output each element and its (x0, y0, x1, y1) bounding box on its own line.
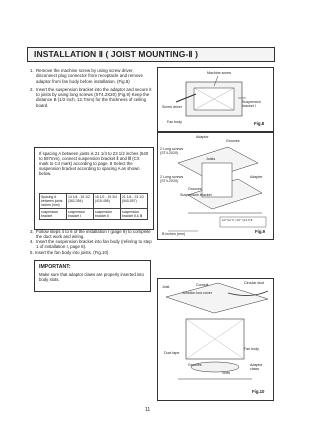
label-junction-box-cover: Junction box cover (182, 291, 212, 295)
label-circular-duct: Circular duct (244, 281, 265, 285)
label-screw-driver: Screw driver (162, 105, 182, 109)
table-cell: suspension bracket Ⅱ & Ⅲ (121, 209, 148, 220)
step-4 (30, 239, 155, 250)
label-suspension-bracket: Suspension bracket (180, 193, 212, 197)
label-adaptor-claws: Adaptor claws (250, 363, 263, 371)
figure-8-caption: Fig.8 (254, 121, 265, 126)
step-number: 5. (30, 250, 34, 255)
figure-10-caption: Fig.10 (252, 389, 265, 394)
important-box (34, 260, 151, 292)
important-heading: IMPORTANT: (39, 264, 71, 270)
label-adaptor: Adaptor (196, 135, 209, 139)
figure-10-drawing (158, 279, 273, 400)
label-slots: Slots (222, 371, 230, 375)
label-joist: Joist (162, 285, 170, 289)
label-grooves-bottom: Grooves (188, 187, 202, 191)
label-machine-screw: Machine screw (207, 71, 231, 75)
page-title: INSTALLATION Ⅱ ( JOIST MOUNTING-Ⅱ ) (34, 49, 199, 59)
step-text: Insert the fan body into joists. (Fig.10) (34, 250, 109, 255)
figure-9-caption: Fig.9 (255, 229, 266, 234)
step-number: 1. (30, 68, 34, 73)
table-cell: 16 1/2 - 19 3/4 (419-498) (94, 194, 121, 209)
figure-9 (157, 132, 274, 240)
label-b-inches: B inches (mm) (162, 232, 186, 236)
important-body: Make sure that adaptor claws are properly inserted into body slots. (39, 272, 144, 283)
step-number: 4. (30, 239, 34, 244)
label-adapter: Adapter (250, 175, 263, 179)
label-duct-tape: Duct tape (164, 351, 180, 355)
label-fan-body: Fan body (244, 347, 259, 351)
table-cell: 21 1/4 - 23 1/2 (540-597) (121, 194, 148, 209)
label-spacing-note: 1/2" (12.7) ( 1/2" ) (12.7) B (222, 219, 253, 222)
instruction-steps (30, 68, 155, 111)
section-title-bar (27, 47, 275, 62)
page-number: 11 (145, 407, 151, 413)
step-text: Follow steps 4 to 6 of the installation I (page 9) to complete the duct work and wiring. (36, 229, 151, 240)
table-row (40, 209, 148, 220)
step-number: 3. (30, 229, 34, 234)
step-2 (30, 87, 155, 108)
spacing-note-box (34, 147, 154, 230)
label-suspension-bracket: Suspension bracket I (242, 100, 261, 108)
label-long-screws-top: 2 Long screws (ST4.2X20) (160, 147, 184, 155)
table-row (40, 194, 148, 209)
label-fan-body: Fan body (167, 120, 182, 124)
label-conduit: Conduit (196, 283, 209, 287)
table-cell: Spacing A between joists inches (mm) (40, 194, 67, 209)
step-text: Remove the machine screw by using screw driver, disconnect plug connector from receptacle and remove adaptor from fan body before installation. (Fig.8) (36, 68, 143, 84)
table-cell: suspension bracket Ⅱ (94, 209, 121, 220)
label-long-screws-bottom: 2 Long screws (ST4.2X20) (160, 175, 184, 183)
label-grooves: Grooves (188, 363, 202, 367)
figure-8 (157, 67, 274, 132)
table-cell: suspension bracket (40, 209, 67, 220)
step-number: 2. (30, 86, 34, 92)
label-joists: Joists (206, 157, 216, 161)
step-1 (30, 68, 155, 84)
step-5 (30, 250, 152, 255)
spacing-note-text: If spacing A between joists is 21 1/4 to 23 1/2 inches (540 to 597mm), connect suspension bracket Ⅱ and Ⅲ (CX mark to C4 mark) according to page. 8 Select the suspension bracket according to spacing A as shown below. (39, 151, 149, 177)
table-cell: 14 1/4 - 15 1/2 (362-394) (67, 194, 94, 209)
step-text: Insert the suspension bracket into the adaptor and secure it to joists by using long screws (ST4.2X20) (Fig.9) Keep the distance B (1/2 inch, 12.7mm) for the thickness of ceiling board. (36, 86, 152, 108)
step-3 (30, 229, 155, 240)
figure-10 (157, 278, 274, 401)
table-cell: suspension bracket Ⅰ (67, 209, 94, 220)
label-grooves-top: Grooves (226, 139, 240, 143)
spacing-table (39, 193, 148, 220)
step-text: Insert the suspension bracket into fan body (refering to step 1 of installation I, page 8). (36, 239, 152, 250)
